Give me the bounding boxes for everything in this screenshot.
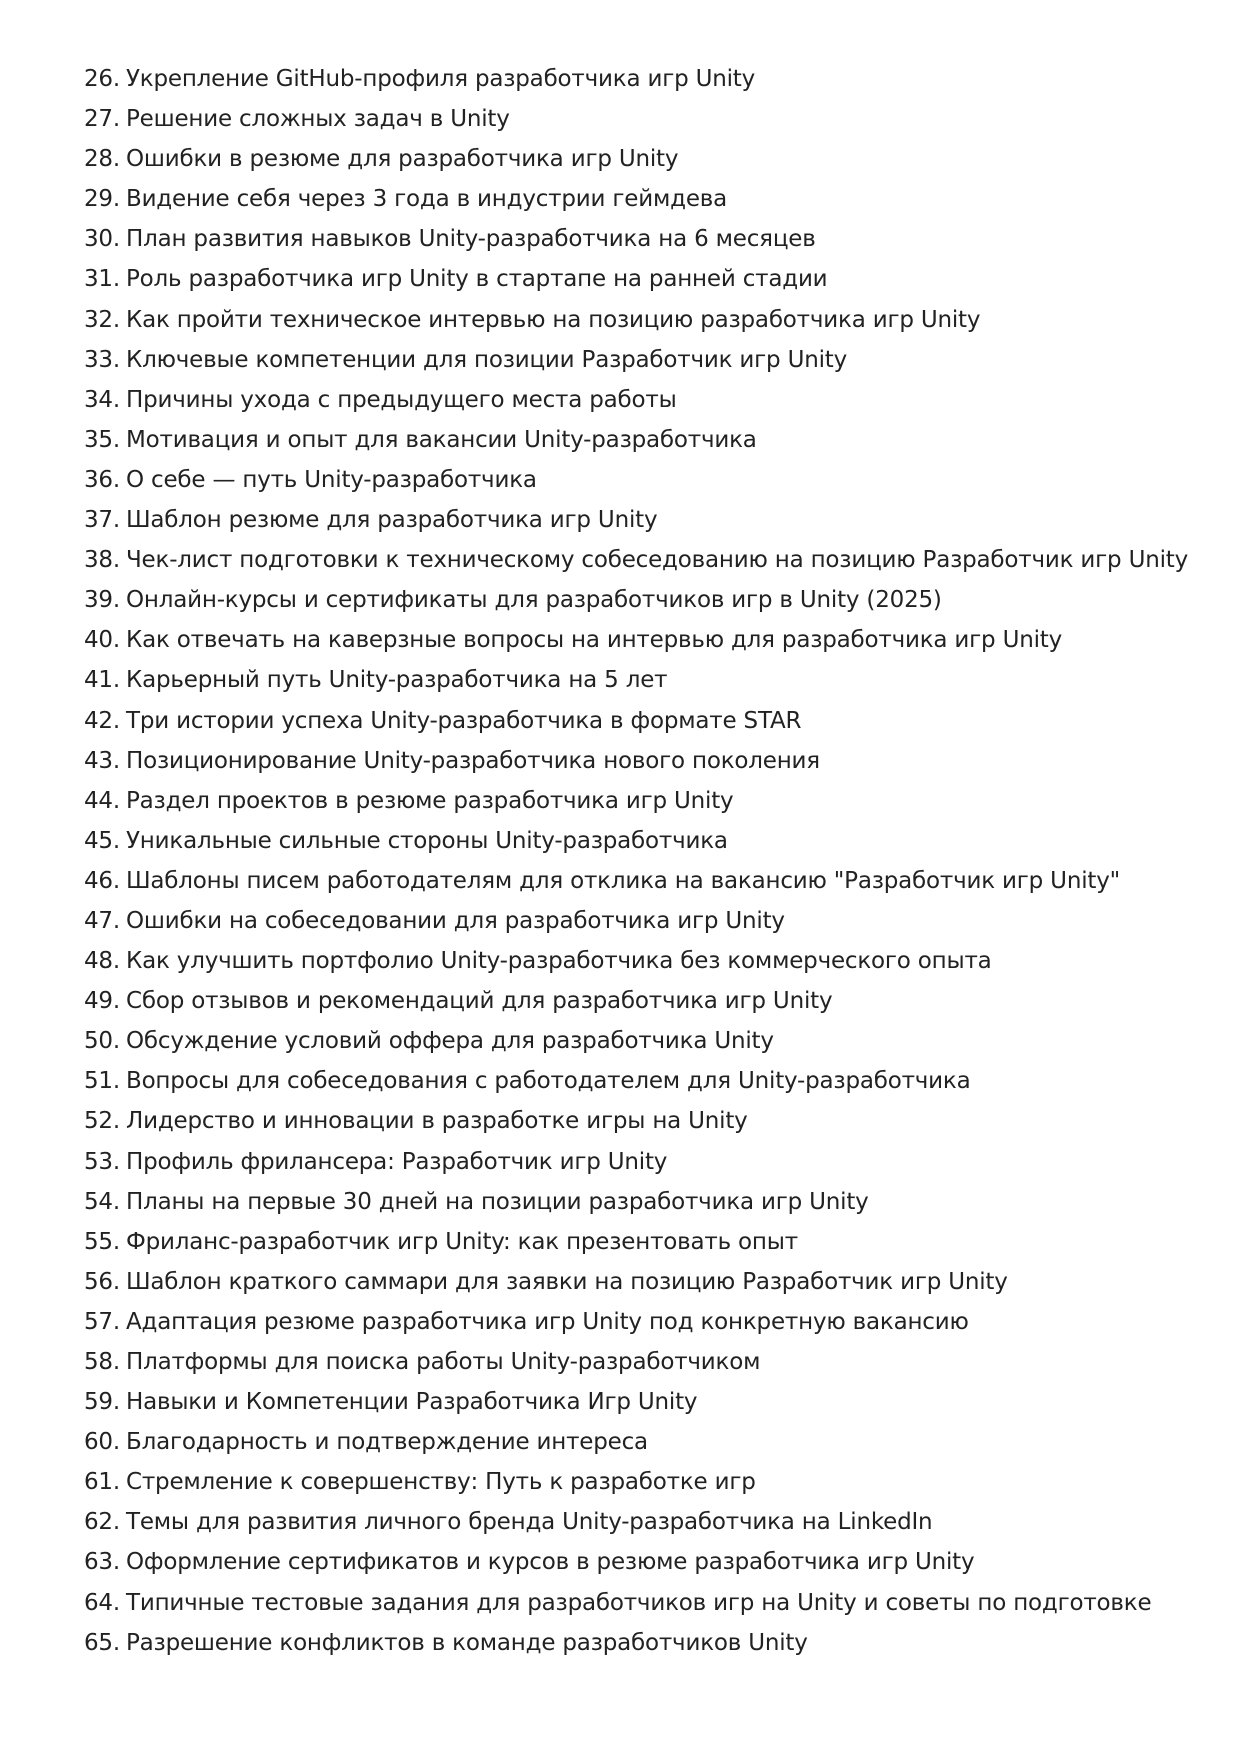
item-number: 38. [84, 547, 120, 574]
list-item [84, 219, 1188, 259]
item-number: 47. [84, 907, 120, 934]
item-number: 59. [84, 1389, 120, 1416]
list-item [84, 1021, 1188, 1061]
item-number: 58. [84, 1349, 120, 1375]
list-item [84, 99, 1188, 139]
item-text: Укрепление GitHub-профиля разработчика игр Unity [125, 66, 756, 92]
list-item [84, 500, 1188, 540]
item-number: 53. [84, 1148, 120, 1175]
list-item [84, 1061, 1188, 1101]
item-number: 52. [84, 1108, 120, 1135]
item-text: Профиль фрилансера: Разработчик игр Unity [125, 1148, 668, 1175]
item-text: Карьерный путь Unity-разработчика на 5 лет [125, 667, 668, 694]
item-text: Лидерство и инновации в разработке игры на Unity [125, 1108, 748, 1135]
item-text: Темы для развития личного бренда Unity-разработчика на LinkedIn [125, 1509, 933, 1536]
list-item [84, 460, 1188, 500]
item-text: Ошибки на собеседовании для разработчика игр Unity [125, 907, 785, 934]
item-text: План развития навыков Unity-разработчика на 6 месяцев [125, 226, 816, 253]
item-number: 61. [84, 1469, 120, 1496]
list-item [84, 701, 1188, 741]
item-number: 64. [84, 1589, 120, 1616]
item-text: Причины ухода с предыдущего места работы [125, 386, 677, 413]
list-item [84, 981, 1188, 1021]
item-text: Обсуждение условий оффера для разработчика Unity [125, 1028, 774, 1055]
list-item [84, 1222, 1188, 1262]
list-item [84, 1462, 1188, 1502]
item-text: Видение себя через 3 года в индустрии геймдева [125, 186, 728, 213]
item-number: 36. [84, 466, 120, 493]
item-number: 40. [84, 627, 120, 654]
item-number: 55. [84, 1228, 120, 1255]
list-item [84, 1623, 1188, 1663]
item-number: 63. [84, 1549, 120, 1576]
item-text: Позиционирование Unity-разработчика нового поколения [125, 747, 820, 774]
item-text: Уникальные сильные стороны Unity-разработчика [125, 827, 728, 854]
list-item [84, 540, 1188, 580]
list-item [84, 340, 1188, 380]
item-number: 28. [84, 146, 120, 173]
item-number: 50. [84, 1028, 120, 1055]
list-item [84, 300, 1188, 340]
item-text: Онлайн-курсы и сертификаты для разработчиков игр в Unity (2025) [125, 587, 942, 614]
list-item [84, 420, 1188, 460]
list-item [84, 620, 1188, 660]
item-number: 44. [84, 787, 120, 814]
list-item [84, 179, 1188, 219]
item-number: 37. [84, 507, 120, 534]
list-item [84, 259, 1188, 299]
list-item [84, 861, 1188, 901]
item-number: 27. [84, 106, 120, 133]
item-text: Шаблоны писем работодателям для отклика на вакансию "Разработчик игр Unity" [125, 867, 1120, 894]
list-item [84, 1342, 1188, 1382]
item-text: Решение сложных задач в Unity [125, 106, 510, 133]
item-number: 39. [84, 587, 120, 614]
item-number: 57. [84, 1308, 120, 1335]
item-text: Как отвечать на каверзные вопросы на интервью для разработчика игр Unity [125, 627, 1062, 654]
item-number: 29. [84, 186, 120, 213]
list-item [84, 380, 1188, 420]
item-text: Шаблон краткого саммари для заявки на позицию Разработчик игр Unity [125, 1268, 1008, 1295]
item-number: 33. [84, 346, 120, 373]
list-item [84, 741, 1188, 781]
item-number: 62. [84, 1509, 120, 1536]
list-item [84, 1182, 1188, 1222]
item-number: 32. [84, 306, 120, 333]
item-number: 41. [84, 667, 120, 694]
list-item [84, 821, 1188, 861]
item-text: Роль разработчика игр Unity в стартапе на ранней стадии [125, 266, 828, 293]
item-number: 54. [84, 1188, 120, 1215]
list-item [84, 1142, 1188, 1182]
item-text: Фриланс-разработчик игр Unity: как презентовать опыт [125, 1228, 798, 1255]
list-item [84, 1262, 1188, 1302]
list-item [84, 1422, 1188, 1462]
list-item [84, 1101, 1188, 1141]
item-number: 48. [84, 948, 120, 975]
list-item [84, 941, 1188, 981]
item-number: 60. [84, 1429, 120, 1456]
list-item [84, 1583, 1188, 1623]
list-item [84, 59, 1188, 99]
item-number: 49. [84, 988, 120, 1015]
item-number: 26. [84, 66, 120, 92]
topic-list [84, 59, 1188, 1663]
item-number: 31. [84, 266, 120, 293]
item-number: 45. [84, 827, 120, 854]
item-text: Шаблон резюме для разработчика игр Unity [125, 507, 658, 534]
list-item [84, 901, 1188, 941]
item-text: Платформы для поиска работы Unity-разработчиком [125, 1349, 761, 1375]
item-text: Мотивация и опыт для вакансии Unity-разработчика [125, 426, 757, 453]
item-number: 56. [84, 1268, 120, 1295]
item-number: 65. [84, 1629, 120, 1656]
item-text: Планы на первые 30 дней на позиции разработчика игр Unity [125, 1188, 869, 1215]
list-item [84, 580, 1188, 620]
list-item [84, 139, 1188, 179]
item-text: Чек-лист подготовки к техническому собеседованию на позицию Разработчик игр Unity [125, 547, 1188, 574]
item-text: Адаптация резюме разработчика игр Unity под конкретную вакансию [125, 1308, 969, 1335]
item-text: Оформление сертификатов и курсов в резюме разработчика игр Unity [125, 1549, 975, 1576]
item-text: Как улучшить портфолио Unity-разработчика без коммерческого опыта [125, 948, 992, 975]
list-item [84, 660, 1188, 700]
list-item [84, 781, 1188, 821]
item-text: Как пройти техническое интервью на позицию разработчика игр Unity [125, 306, 981, 333]
list-item [84, 1382, 1188, 1422]
item-text: Три истории успеха Unity-разработчика в формате STAR [125, 707, 802, 734]
item-number: 30. [84, 226, 120, 253]
item-text: Ключевые компетенции для позиции Разработчик игр Unity [125, 346, 847, 373]
item-text: Разрешение конфликтов в команде разработчиков Unity [125, 1629, 808, 1656]
item-number: 51. [84, 1068, 120, 1095]
list-item [84, 1302, 1188, 1342]
item-text: Типичные тестовые задания для разработчиков игр на Unity и советы по подготовке [125, 1589, 1152, 1616]
item-number: 34. [84, 386, 120, 413]
list-item [84, 1502, 1188, 1542]
item-text: Раздел проектов в резюме разработчика игр Unity [125, 787, 734, 814]
item-number: 42. [84, 707, 120, 734]
item-text: Сбор отзывов и рекомендаций для разработчика игр Unity [125, 988, 833, 1015]
item-text: Ошибки в резюме для разработчика игр Unity [125, 146, 679, 173]
item-text: Благодарность и подтверждение интереса [125, 1429, 648, 1456]
item-text: Вопросы для собеседования с работодателем для Unity-разработчика [125, 1068, 971, 1095]
item-number: 35. [84, 426, 120, 453]
list-item [84, 1542, 1188, 1582]
item-text: О себе — путь Unity-разработчика [125, 466, 537, 493]
item-number: 43. [84, 747, 120, 774]
item-number: 46. [84, 867, 120, 894]
item-text: Навыки и Компетенции Разработчика Игр Unity [125, 1389, 698, 1416]
item-text: Стремление к совершенству: Путь к разработке игр [125, 1469, 756, 1496]
